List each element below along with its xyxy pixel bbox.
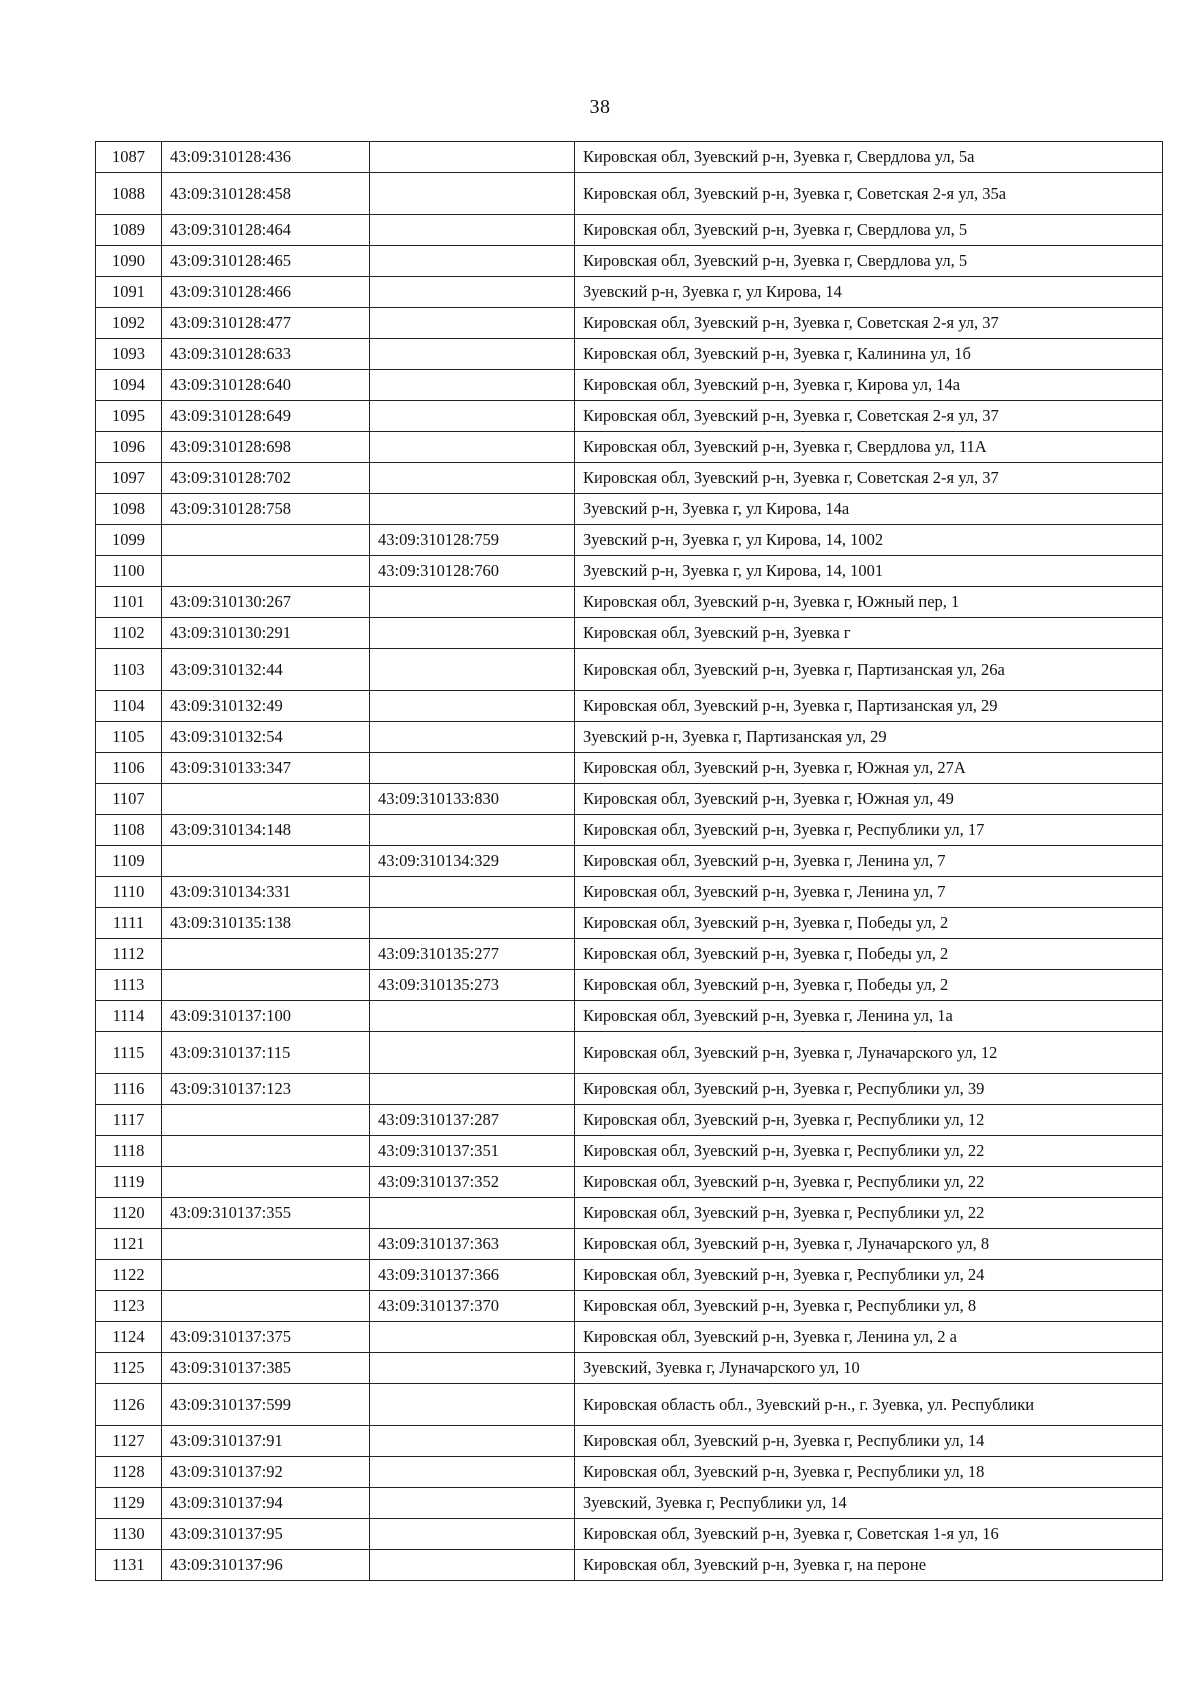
related-cadastral-number-cell: 43:09:310135:273 (370, 970, 575, 1001)
address-cell: Зуевский р-н, Зуевка г, ул Кирова, 14, 1002 (575, 525, 1163, 556)
related-cadastral-number-cell (370, 401, 575, 432)
cadastral-number-cell (162, 1291, 370, 1322)
cadastral-number-cell (162, 556, 370, 587)
table-row (96, 1260, 1163, 1291)
address-cell: Кировская обл, Зуевский р-н, Зуевка г, Кирова ул, 14а (575, 370, 1163, 401)
cadastral-number-cell (162, 1229, 370, 1260)
address-cell: Кировская обл, Зуевский р-н, Зуевка г, Луначарского ул, 8 (575, 1229, 1163, 1260)
address-cell: Кировская обл, Зуевский р-н, Зуевка г, Советская 2-я ул, 37 (575, 463, 1163, 494)
row-number-cell: 1095 (96, 401, 162, 432)
cadastral-number-cell: 43:09:310135:138 (162, 908, 370, 939)
address-cell: Кировская обл, Зуевский р-н, Зуевка г, Ленина ул, 7 (575, 846, 1163, 877)
address-cell: Кировская обл, Зуевский р-н, Зуевка г, Республики ул, 22 (575, 1136, 1163, 1167)
cadastral-number-cell (162, 525, 370, 556)
row-number-cell: 1122 (96, 1260, 162, 1291)
related-cadastral-number-cell (370, 722, 575, 753)
row-number-cell: 1088 (96, 173, 162, 215)
address-cell: Кировская обл, Зуевский р-н, Зуевка г, Советская 2-я ул, 37 (575, 308, 1163, 339)
address-cell: Кировская обл, Зуевский р-н, Зуевка г, Свердлова ул, 11А (575, 432, 1163, 463)
row-number-cell: 1126 (96, 1384, 162, 1426)
row-number-cell: 1103 (96, 649, 162, 691)
related-cadastral-number-cell (370, 1322, 575, 1353)
table-row (96, 1291, 1163, 1322)
cadastral-number-cell: 43:09:310137:95 (162, 1519, 370, 1550)
row-number-cell: 1100 (96, 556, 162, 587)
related-cadastral-number-cell (370, 1457, 575, 1488)
cadastral-number-cell: 43:09:310128:698 (162, 432, 370, 463)
related-cadastral-number-cell (370, 173, 575, 215)
row-number-cell: 1123 (96, 1291, 162, 1322)
row-number-cell: 1112 (96, 939, 162, 970)
row-number-cell: 1099 (96, 525, 162, 556)
table-row (96, 1105, 1163, 1136)
table-row (96, 1519, 1163, 1550)
table-row (96, 877, 1163, 908)
row-number-cell: 1127 (96, 1426, 162, 1457)
related-cadastral-number-cell (370, 370, 575, 401)
address-cell: Кировская обл, Зуевский р-н, Зуевка г (575, 618, 1163, 649)
address-cell: Кировская обл, Зуевский р-н, Зуевка г, Партизанская ул, 26а (575, 649, 1163, 691)
table-row (96, 215, 1163, 246)
registry-table-body (96, 142, 1163, 1581)
row-number-cell: 1109 (96, 846, 162, 877)
row-number-cell: 1130 (96, 1519, 162, 1550)
row-number-cell: 1110 (96, 877, 162, 908)
address-cell: Кировская обл, Зуевский р-н, Зуевка г, Свердлова ул, 5 (575, 215, 1163, 246)
row-number-cell: 1120 (96, 1198, 162, 1229)
table-row (96, 370, 1163, 401)
cadastral-number-cell: 43:09:310137:385 (162, 1353, 370, 1384)
table-row (96, 432, 1163, 463)
table-row (96, 1322, 1163, 1353)
related-cadastral-number-cell (370, 308, 575, 339)
address-cell: Кировская обл, Зуевский р-н, Зуевка г, Свердлова ул, 5а (575, 142, 1163, 173)
row-number-cell: 1101 (96, 587, 162, 618)
row-number-cell: 1104 (96, 691, 162, 722)
table-row (96, 753, 1163, 784)
address-cell: Зуевский, Зуевка г, Республики ул, 14 (575, 1488, 1163, 1519)
row-number-cell: 1115 (96, 1032, 162, 1074)
cadastral-number-cell: 43:09:310128:702 (162, 463, 370, 494)
cadastral-number-cell: 43:09:310130:291 (162, 618, 370, 649)
address-cell: Кировская обл, Зуевский р-н, Зуевка г, Южный пер, 1 (575, 587, 1163, 618)
table-row (96, 908, 1163, 939)
table-row (96, 339, 1163, 370)
address-cell: Зуевский, Зуевка г, Луначарского ул, 10 (575, 1353, 1163, 1384)
table-row (96, 1032, 1163, 1074)
related-cadastral-number-cell (370, 1032, 575, 1074)
table-row (96, 939, 1163, 970)
related-cadastral-number-cell: 43:09:310137:351 (370, 1136, 575, 1167)
table-row (96, 1488, 1163, 1519)
page-number: 38 (589, 96, 611, 118)
table-row (96, 722, 1163, 753)
cadastral-number-cell (162, 784, 370, 815)
related-cadastral-number-cell (370, 587, 575, 618)
cadastral-number-cell (162, 846, 370, 877)
row-number-cell: 1087 (96, 142, 162, 173)
cadastral-number-cell: 43:09:310137:115 (162, 1032, 370, 1074)
address-cell: Кировская обл, Зуевский р-н, Зуевка г, Южная ул, 27А (575, 753, 1163, 784)
cadastral-number-cell: 43:09:310137:599 (162, 1384, 370, 1426)
table-row (96, 1457, 1163, 1488)
row-number-cell: 1091 (96, 277, 162, 308)
cadastral-number-cell: 43:09:310132:44 (162, 649, 370, 691)
related-cadastral-number-cell: 43:09:310133:830 (370, 784, 575, 815)
cadastral-number-cell: 43:09:310137:92 (162, 1457, 370, 1488)
row-number-cell: 1121 (96, 1229, 162, 1260)
row-number-cell: 1124 (96, 1322, 162, 1353)
address-cell: Кировская обл, Зуевский р-н, Зуевка г, Республики ул, 14 (575, 1426, 1163, 1457)
cadastral-number-cell: 43:09:310128:436 (162, 142, 370, 173)
address-cell: Кировская обл, Зуевский р-н, Зуевка г, Калинина ул, 1б (575, 339, 1163, 370)
table-row (96, 1229, 1163, 1260)
related-cadastral-number-cell (370, 618, 575, 649)
cadastral-number-cell: 43:09:310130:267 (162, 587, 370, 618)
related-cadastral-number-cell: 43:09:310137:287 (370, 1105, 575, 1136)
row-number-cell: 1106 (96, 753, 162, 784)
address-cell: Зуевский р-н, Зуевка г, ул Кирова, 14а (575, 494, 1163, 525)
address-cell: Кировская обл, Зуевский р-н, Зуевка г, Партизанская ул, 29 (575, 691, 1163, 722)
table-row (96, 1074, 1163, 1105)
table-row (96, 1550, 1163, 1581)
related-cadastral-number-cell (370, 649, 575, 691)
related-cadastral-number-cell (370, 1353, 575, 1384)
cadastral-number-cell: 43:09:310137:94 (162, 1488, 370, 1519)
address-cell: Зуевский р-н, Зуевка г, ул Кирова, 14 (575, 277, 1163, 308)
related-cadastral-number-cell: 43:09:310137:363 (370, 1229, 575, 1260)
cadastral-number-cell (162, 970, 370, 1001)
related-cadastral-number-cell (370, 494, 575, 525)
table-row (96, 1167, 1163, 1198)
row-number-cell: 1097 (96, 463, 162, 494)
related-cadastral-number-cell (370, 815, 575, 846)
related-cadastral-number-cell (370, 339, 575, 370)
table-row (96, 494, 1163, 525)
table-row (96, 142, 1163, 173)
related-cadastral-number-cell (370, 432, 575, 463)
table-row (96, 1353, 1163, 1384)
related-cadastral-number-cell (370, 277, 575, 308)
cadastral-number-cell (162, 1105, 370, 1136)
related-cadastral-number-cell (370, 1519, 575, 1550)
related-cadastral-number-cell: 43:09:310137:370 (370, 1291, 575, 1322)
row-number-cell: 1090 (96, 246, 162, 277)
cadastral-number-cell: 43:09:310128:758 (162, 494, 370, 525)
table-row (96, 246, 1163, 277)
related-cadastral-number-cell: 43:09:310134:329 (370, 846, 575, 877)
related-cadastral-number-cell (370, 691, 575, 722)
row-number-cell: 1089 (96, 215, 162, 246)
address-cell: Кировская обл, Зуевский р-н, Зуевка г, Ленина ул, 2 а (575, 1322, 1163, 1353)
related-cadastral-number-cell (370, 142, 575, 173)
row-number-cell: 1117 (96, 1105, 162, 1136)
related-cadastral-number-cell (370, 246, 575, 277)
address-cell: Зуевский р-н, Зуевка г, Партизанская ул, 29 (575, 722, 1163, 753)
cadastral-number-cell: 43:09:310133:347 (162, 753, 370, 784)
cadastral-number-cell: 43:09:310137:123 (162, 1074, 370, 1105)
cadastral-number-cell: 43:09:310128:458 (162, 173, 370, 215)
table-row (96, 556, 1163, 587)
address-cell: Кировская обл, Зуевский р-н, Зуевка г, на пероне (575, 1550, 1163, 1581)
related-cadastral-number-cell (370, 1384, 575, 1426)
table-row (96, 1426, 1163, 1457)
related-cadastral-number-cell (370, 1550, 575, 1581)
address-cell: Кировская обл, Зуевский р-н, Зуевка г, Свердлова ул, 5 (575, 246, 1163, 277)
related-cadastral-number-cell: 43:09:310135:277 (370, 939, 575, 970)
table-row (96, 401, 1163, 432)
related-cadastral-number-cell (370, 1426, 575, 1457)
related-cadastral-number-cell (370, 215, 575, 246)
address-cell: Кировская обл, Зуевский р-н, Зуевка г, Республики ул, 18 (575, 1457, 1163, 1488)
cadastral-number-cell: 43:09:310128:633 (162, 339, 370, 370)
cadastral-number-cell (162, 1260, 370, 1291)
cadastral-number-cell: 43:09:310137:91 (162, 1426, 370, 1457)
cadastral-number-cell: 43:09:310134:148 (162, 815, 370, 846)
address-cell: Кировская обл, Зуевский р-н, Зуевка г, Республики ул, 12 (575, 1105, 1163, 1136)
cadastral-number-cell (162, 1136, 370, 1167)
address-cell: Кировская область обл., Зуевский р-н., г. Зуевка, ул. Республики (575, 1384, 1163, 1426)
address-cell: Кировская обл, Зуевский р-н, Зуевка г, Победы ул, 2 (575, 908, 1163, 939)
related-cadastral-number-cell (370, 463, 575, 494)
table-row (96, 1136, 1163, 1167)
table-row (96, 587, 1163, 618)
row-number-cell: 1096 (96, 432, 162, 463)
cadastral-number-cell: 43:09:310132:54 (162, 722, 370, 753)
row-number-cell: 1093 (96, 339, 162, 370)
table-row (96, 308, 1163, 339)
row-number-cell: 1102 (96, 618, 162, 649)
related-cadastral-number-cell (370, 1001, 575, 1032)
cadastral-number-cell: 43:09:310137:375 (162, 1322, 370, 1353)
related-cadastral-number-cell (370, 908, 575, 939)
address-cell: Кировская обл, Зуевский р-н, Зуевка г, Советская 2-я ул, 35а (575, 173, 1163, 215)
address-cell: Зуевский р-н, Зуевка г, ул Кирова, 14, 1001 (575, 556, 1163, 587)
table-row (96, 618, 1163, 649)
table-row (96, 649, 1163, 691)
registry-table (95, 141, 1163, 1581)
table-row (96, 815, 1163, 846)
related-cadastral-number-cell: 43:09:310137:366 (370, 1260, 575, 1291)
row-number-cell: 1108 (96, 815, 162, 846)
table-row (96, 173, 1163, 215)
table-row (96, 1198, 1163, 1229)
address-cell: Кировская обл, Зуевский р-н, Зуевка г, Победы ул, 2 (575, 939, 1163, 970)
row-number-cell: 1114 (96, 1001, 162, 1032)
address-cell: Кировская обл, Зуевский р-н, Зуевка г, Советская 2-я ул, 37 (575, 401, 1163, 432)
cadastral-number-cell (162, 939, 370, 970)
related-cadastral-number-cell: 43:09:310137:352 (370, 1167, 575, 1198)
table-row (96, 463, 1163, 494)
row-number-cell: 1129 (96, 1488, 162, 1519)
table-row (96, 1384, 1163, 1426)
table-row (96, 525, 1163, 556)
related-cadastral-number-cell (370, 1198, 575, 1229)
related-cadastral-number-cell (370, 1074, 575, 1105)
row-number-cell: 1111 (96, 908, 162, 939)
table-row (96, 970, 1163, 1001)
cadastral-number-cell: 43:09:310128:640 (162, 370, 370, 401)
row-number-cell: 1119 (96, 1167, 162, 1198)
address-cell: Кировская обл, Зуевский р-н, Зуевка г, Республики ул, 17 (575, 815, 1163, 846)
related-cadastral-number-cell (370, 877, 575, 908)
row-number-cell: 1098 (96, 494, 162, 525)
row-number-cell: 1116 (96, 1074, 162, 1105)
row-number-cell: 1113 (96, 970, 162, 1001)
cadastral-number-cell: 43:09:310128:465 (162, 246, 370, 277)
row-number-cell: 1125 (96, 1353, 162, 1384)
cadastral-number-cell: 43:09:310137:100 (162, 1001, 370, 1032)
table-row (96, 691, 1163, 722)
cadastral-number-cell: 43:09:310134:331 (162, 877, 370, 908)
cadastral-number-cell: 43:09:310137:355 (162, 1198, 370, 1229)
address-cell: Кировская обл, Зуевский р-н, Зуевка г, Республики ул, 8 (575, 1291, 1163, 1322)
address-cell: Кировская обл, Зуевский р-н, Зуевка г, Республики ул, 39 (575, 1074, 1163, 1105)
row-number-cell: 1128 (96, 1457, 162, 1488)
address-cell: Кировская обл, Зуевский р-н, Зуевка г, Республики ул, 22 (575, 1198, 1163, 1229)
row-number-cell: 1105 (96, 722, 162, 753)
cadastral-number-cell: 43:09:310128:477 (162, 308, 370, 339)
address-cell: Кировская обл, Зуевский р-н, Зуевка г, Ленина ул, 1а (575, 1001, 1163, 1032)
related-cadastral-number-cell: 43:09:310128:760 (370, 556, 575, 587)
cadastral-number-cell (162, 1167, 370, 1198)
address-cell: Кировская обл, Зуевский р-н, Зуевка г, Победы ул, 2 (575, 970, 1163, 1001)
address-cell: Кировская обл, Зуевский р-н, Зуевка г, Ленина ул, 7 (575, 877, 1163, 908)
cadastral-number-cell: 43:09:310132:49 (162, 691, 370, 722)
cadastral-number-cell: 43:09:310137:96 (162, 1550, 370, 1581)
table-row (96, 277, 1163, 308)
row-number-cell: 1118 (96, 1136, 162, 1167)
address-cell: Кировская обл, Зуевский р-н, Зуевка г, Республики ул, 24 (575, 1260, 1163, 1291)
row-number-cell: 1107 (96, 784, 162, 815)
table-row (96, 784, 1163, 815)
row-number-cell: 1092 (96, 308, 162, 339)
cadastral-number-cell: 43:09:310128:466 (162, 277, 370, 308)
row-number-cell: 1131 (96, 1550, 162, 1581)
cadastral-number-cell: 43:09:310128:649 (162, 401, 370, 432)
related-cadastral-number-cell (370, 1488, 575, 1519)
address-cell: Кировская обл, Зуевский р-н, Зуевка г, Советская 1-я ул, 16 (575, 1519, 1163, 1550)
related-cadastral-number-cell: 43:09:310128:759 (370, 525, 575, 556)
address-cell: Кировская обл, Зуевский р-н, Зуевка г, Луначарского ул, 12 (575, 1032, 1163, 1074)
cadastral-number-cell: 43:09:310128:464 (162, 215, 370, 246)
table-row (96, 1001, 1163, 1032)
related-cadastral-number-cell (370, 753, 575, 784)
address-cell: Кировская обл, Зуевский р-н, Зуевка г, Южная ул, 49 (575, 784, 1163, 815)
table-row (96, 846, 1163, 877)
row-number-cell: 1094 (96, 370, 162, 401)
address-cell: Кировская обл, Зуевский р-н, Зуевка г, Республики ул, 22 (575, 1167, 1163, 1198)
